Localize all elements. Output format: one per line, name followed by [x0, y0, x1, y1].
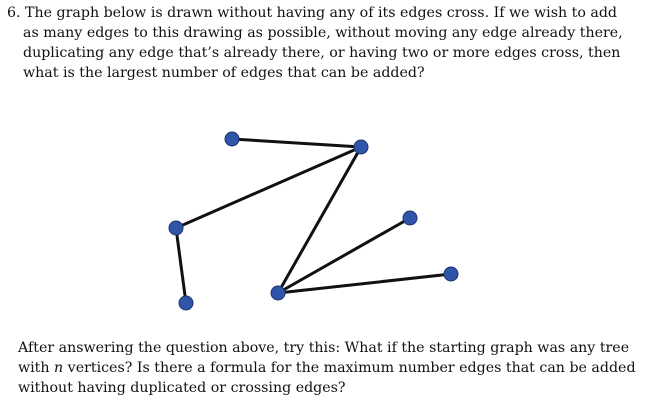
problem-line-1: 6. The graph below is drawn without having any of its edges cross. If we wish to add [7, 5, 617, 21]
followup-line-2-start: with [18, 360, 55, 376]
followup-line-2 [18, 358, 648, 378]
graph-vertex [179, 296, 193, 310]
graph-edge [176, 228, 186, 303]
graph-vertex [444, 267, 458, 281]
followup-line-2-end: vertices? Is there a formula for the maximum number edges that can be added [63, 360, 636, 376]
graph-vertex [225, 132, 239, 146]
followup-question [18, 338, 648, 398]
variable-n: n [54, 360, 64, 376]
graph-vertex [354, 140, 368, 154]
graph-vertices [169, 132, 458, 310]
followup-line-3: without having duplicated or crossing edges? [18, 380, 346, 396]
graph-edge [176, 147, 361, 228]
problem-line-2: as many edges to this drawing as possible, without moving any edge already there, [23, 25, 623, 41]
problem-line-3: duplicating any edge that’s already there, or having two or more edges cross, then [23, 45, 621, 61]
problem-line-4: what is the largest number of edges that can be added? [23, 65, 425, 81]
graph-edge [232, 139, 361, 147]
followup-line-1: After answering the question above, try this: What if the starting graph was any tree [18, 340, 630, 356]
graph-vertex [169, 221, 183, 235]
graph-vertex [403, 211, 417, 225]
graph-vertex [271, 286, 285, 300]
